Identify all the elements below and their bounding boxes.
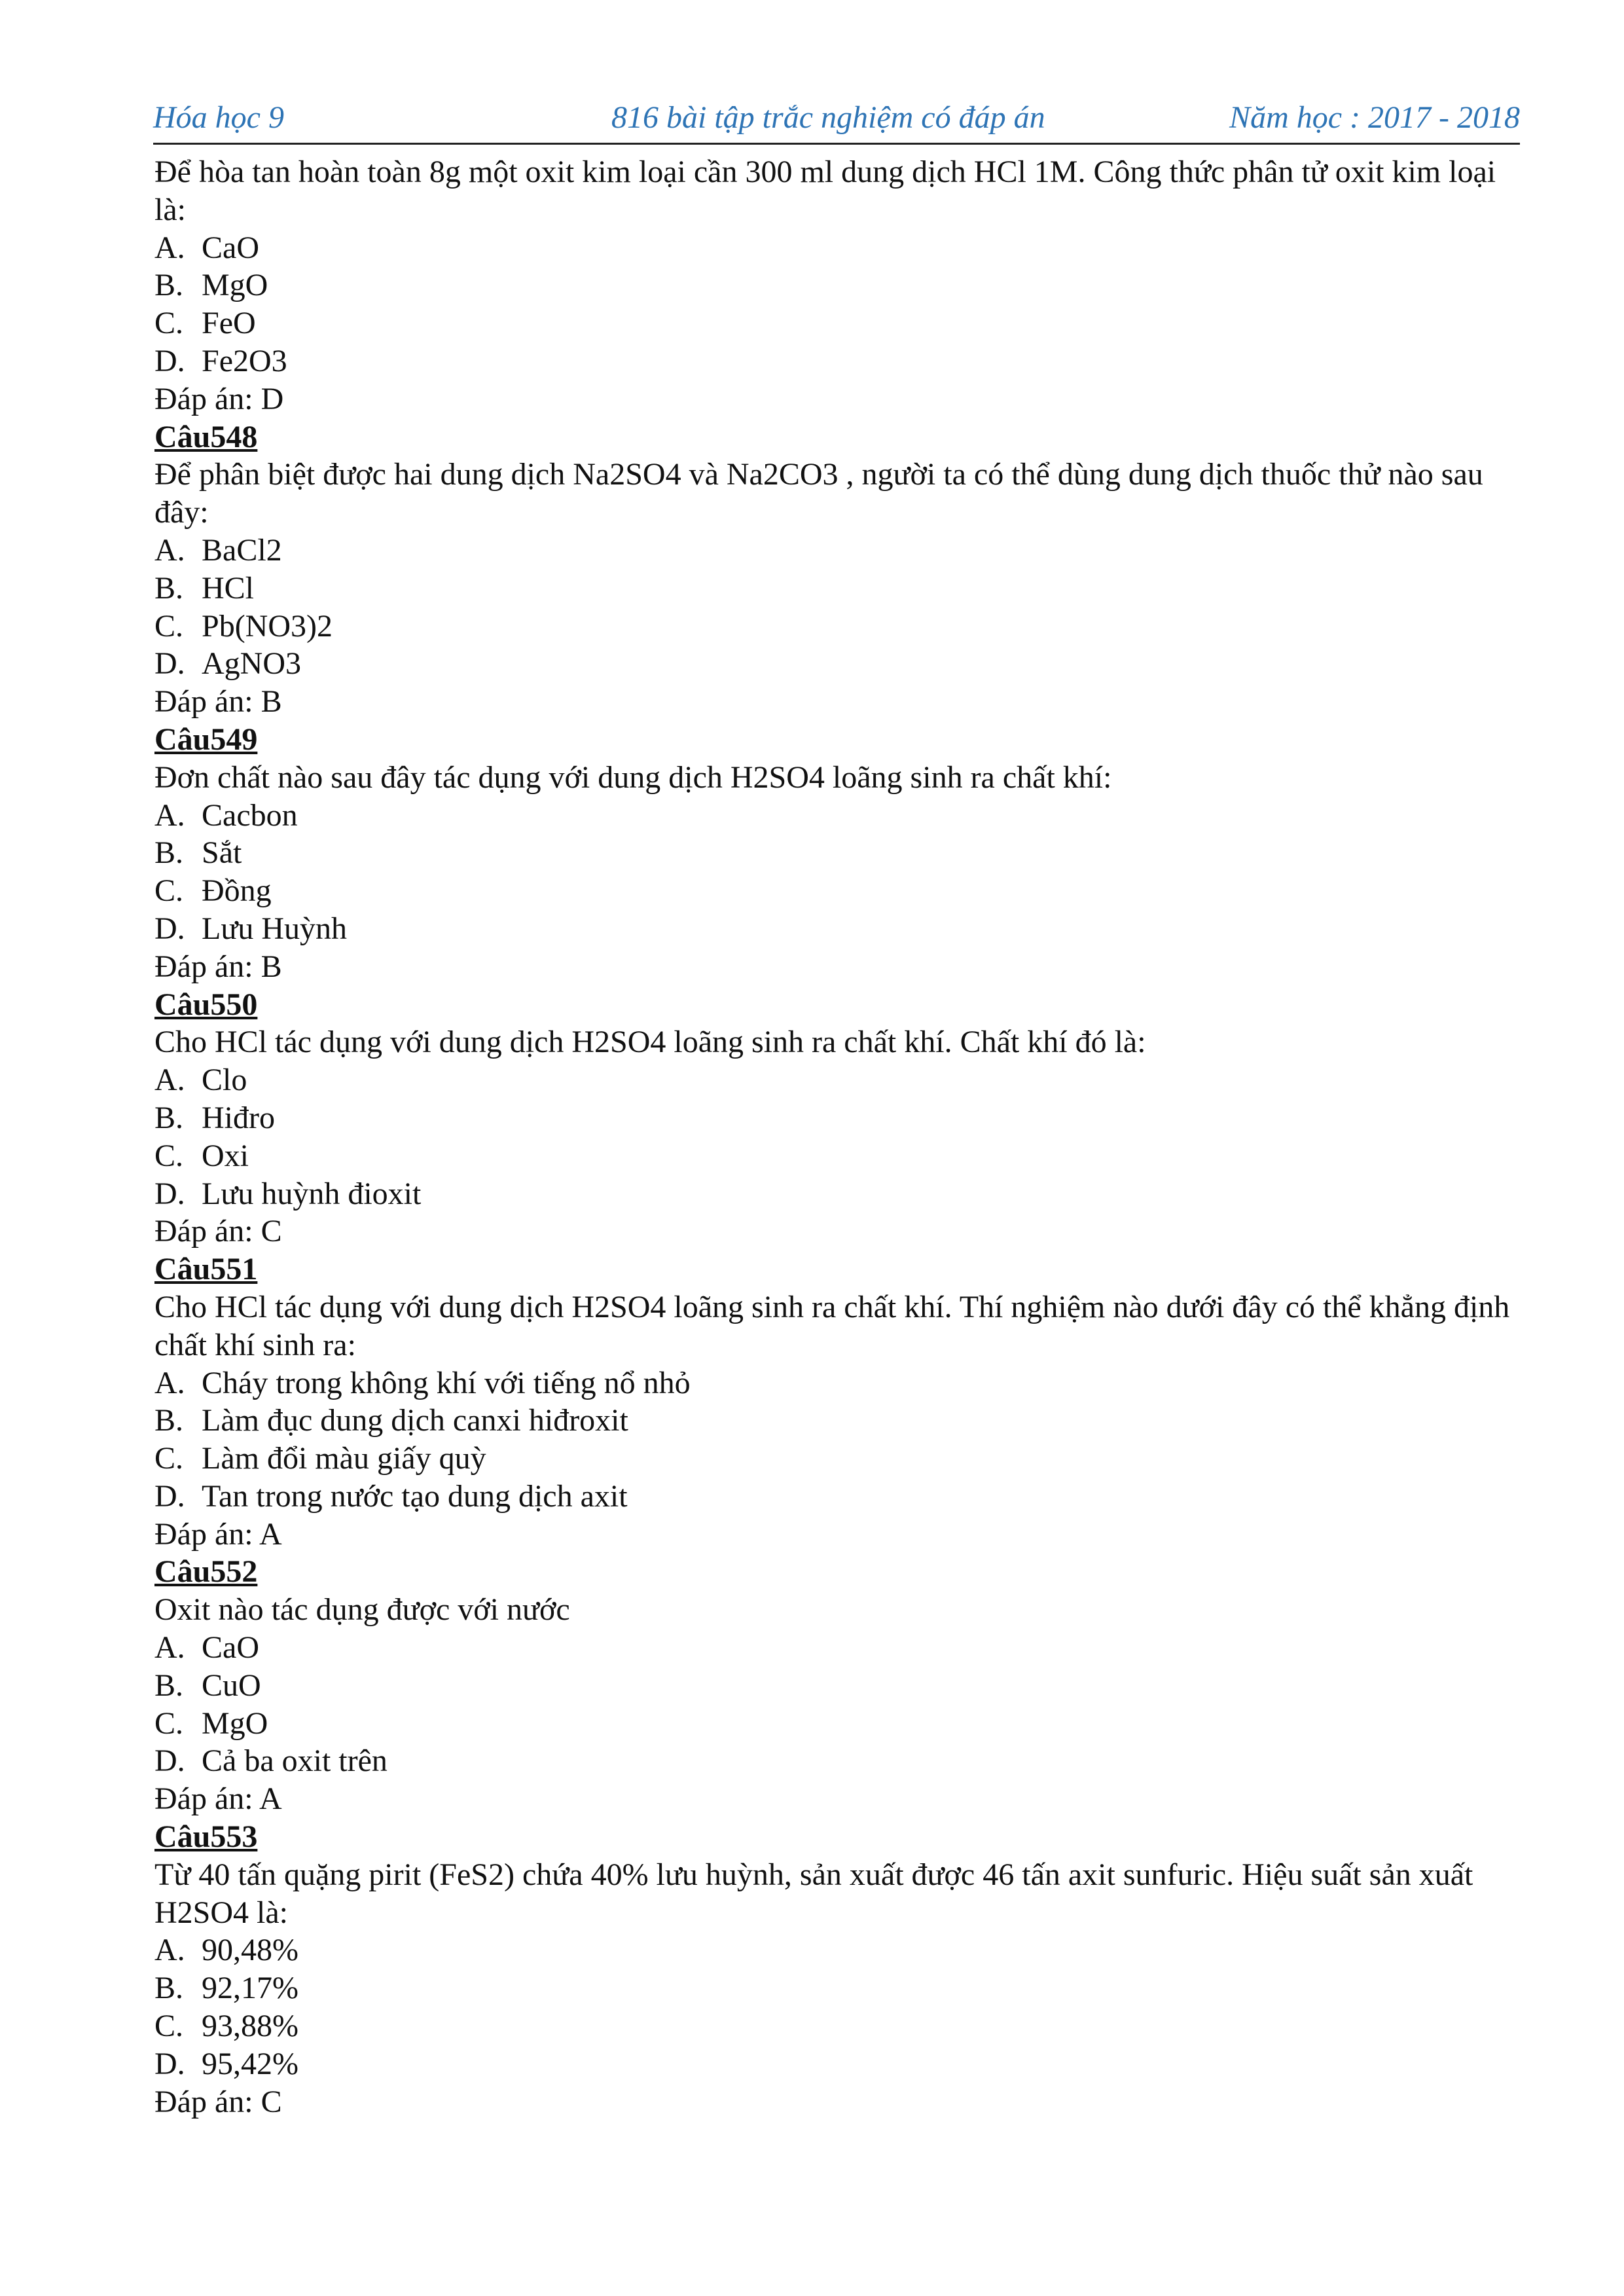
option-label: B. <box>154 1971 184 2006</box>
option-text: 93,88% <box>202 2009 298 2044</box>
option-label: C. <box>154 1138 184 1173</box>
option-label: D. <box>154 1176 185 1211</box>
question-551 <box>154 1250 1523 1553</box>
option-c <box>154 1705 1523 1743</box>
option-label: D. <box>154 2046 185 2081</box>
option-text: BaCl2 <box>202 532 282 568</box>
question-text: Đơn chất nào sau đây tác dụng với dung dịch H2SO4 loãng sinh ra chất khí: <box>154 759 1112 795</box>
option-d <box>154 645 1523 683</box>
option-a <box>154 797 1523 835</box>
page-header <box>153 96 1520 145</box>
option-label: A. <box>154 230 185 265</box>
question-549 <box>154 721 1523 986</box>
option-b <box>154 570 1523 608</box>
option-text: 90,48% <box>202 1933 298 1968</box>
option-text: Làm đục dung dịch canxi hiđroxit <box>202 1403 628 1438</box>
option-text: Lưu Huỳnh <box>202 911 347 946</box>
question-text: Để phân biệt được hai dung dịch Na2SO4 và Na2CO3 , người ta có thể dùng dung dịch thuốc thử nào sau đây: <box>154 457 1483 530</box>
header-subject: Hóa học 9 <box>153 100 284 135</box>
option-label: D. <box>154 646 185 682</box>
option-label: A. <box>154 1933 185 1968</box>
option-label: D. <box>154 911 185 946</box>
option-label: D. <box>154 1743 185 1779</box>
option-text: MgO <box>202 1705 268 1741</box>
option-text: Clo <box>202 1063 247 1098</box>
option-b <box>154 1099 1523 1137</box>
option-label: B. <box>154 835 184 871</box>
question-title: Câu553 <box>154 1819 258 1855</box>
option-a <box>154 532 1523 570</box>
option-label: A. <box>154 532 185 568</box>
option-d <box>154 910 1523 948</box>
option-text: Sắt <box>202 835 242 871</box>
option-label: C. <box>154 873 184 909</box>
option-label: C. <box>154 1705 184 1741</box>
question-text: Cho HCl tác dụng với dung dịch H2SO4 loãng sinh ra chất khí. Chất khí đó là: <box>154 1025 1146 1060</box>
option-label: A. <box>154 797 185 833</box>
option-text: HCl <box>202 570 255 606</box>
option-text: CuO <box>202 1667 261 1703</box>
option-label: D. <box>154 1478 185 1514</box>
option-text: Oxi <box>202 1138 249 1173</box>
option-text: Lưu huỳnh đioxit <box>202 1176 422 1211</box>
answer: Đáp án: B <box>154 949 282 984</box>
option-a <box>154 1364 1523 1402</box>
option-text: AgNO3 <box>202 646 301 682</box>
option-c <box>154 304 1523 342</box>
option-label: B. <box>154 1403 184 1438</box>
option-label: B. <box>154 1667 184 1703</box>
question-text: Để hòa tan hoàn toàn 8g một oxit kim loại cần 300 ml dung dịch HCl 1M. Công thức phân tử oxit kim loại là: <box>154 155 1496 227</box>
option-text: Cả ba oxit trên <box>202 1743 388 1779</box>
question-550 <box>154 986 1523 1251</box>
option-a <box>154 229 1523 267</box>
option-label: D. <box>154 343 185 378</box>
option-label: C. <box>154 1441 184 1476</box>
option-a <box>154 1061 1523 1099</box>
answer: Đáp án: B <box>154 684 282 720</box>
option-c <box>154 608 1523 646</box>
option-label: A. <box>154 1630 185 1666</box>
question-548 <box>154 418 1523 721</box>
answer: Đáp án: C <box>154 2084 282 2119</box>
answer: Đáp án: C <box>154 1214 282 1249</box>
option-label: C. <box>154 608 184 644</box>
question-title: Câu548 <box>154 419 258 454</box>
option-text: Tan trong nước tạo dung dịch axit <box>202 1478 628 1514</box>
option-text: MgO <box>202 268 268 303</box>
option-d <box>154 1478 1523 1516</box>
answer: Đáp án: D <box>154 381 284 416</box>
option-c <box>154 1137 1523 1175</box>
question-text: Oxit nào tác dụng được với nước <box>154 1592 570 1628</box>
option-text: Hiđro <box>202 1100 275 1135</box>
question-552 <box>154 1553 1523 1818</box>
option-b <box>154 266 1523 304</box>
option-b <box>154 1667 1523 1705</box>
header-school-year: Năm học : 2017 - 2018 <box>1229 100 1520 135</box>
option-c <box>154 872 1523 910</box>
option-text: Đồng <box>202 873 272 909</box>
option-text: Fe2O3 <box>202 343 287 378</box>
option-text: FeO <box>202 306 256 341</box>
question-title: Câu551 <box>154 1252 258 1287</box>
option-text: Làm đổi màu giấy quỳ <box>202 1441 486 1476</box>
option-text: Cacbon <box>202 797 298 833</box>
question-title: Câu550 <box>154 987 258 1022</box>
option-text: Pb(NO3)2 <box>202 608 333 644</box>
answer: Đáp án: A <box>154 1516 282 1552</box>
option-b <box>154 1969 1523 2007</box>
question-intro <box>154 153 1523 418</box>
question-text: Cho HCl tác dụng với dung dịch H2SO4 loãng sinh ra chất khí. Thí nghiệm nào dưới đây có thể khẳng định chất khí sinh ra: <box>154 1289 1510 1362</box>
option-label: B. <box>154 268 184 303</box>
option-text: 92,17% <box>202 1971 298 2006</box>
question-553 <box>154 1818 1523 2121</box>
option-text: Cháy trong không khí với tiếng nổ nhỏ <box>202 1365 691 1400</box>
option-c <box>154 2007 1523 2045</box>
option-label: B. <box>154 570 184 606</box>
option-text: CaO <box>202 1630 259 1666</box>
document-body <box>154 153 1523 2121</box>
question-title: Câu552 <box>154 1554 258 1590</box>
option-b <box>154 1402 1523 1440</box>
option-b <box>154 834 1523 872</box>
option-label: C. <box>154 2009 184 2044</box>
question-title: Câu549 <box>154 721 258 757</box>
question-text: Từ 40 tấn quặng pirit (FeS2) chứa 40% lưu huỳnh, sản xuất được 46 tấn axit sunfuric. Hiệu suất sản xuất H2SO4 là: <box>154 1857 1473 1930</box>
option-a <box>154 1931 1523 1969</box>
option-a <box>154 1629 1523 1667</box>
option-d <box>154 1742 1523 1780</box>
option-text: CaO <box>202 230 259 265</box>
option-label: B. <box>154 1100 184 1135</box>
option-label: A. <box>154 1365 185 1400</box>
header-title: 816 bài tập trắc nghiệm có đáp án <box>611 100 1045 135</box>
option-d <box>154 1175 1523 1213</box>
answer: Đáp án: A <box>154 1781 282 1817</box>
option-label: A. <box>154 1063 185 1098</box>
option-d <box>154 342 1523 380</box>
option-c <box>154 1440 1523 1478</box>
option-d <box>154 2045 1523 2083</box>
option-text: 95,42% <box>202 2046 298 2081</box>
option-label: C. <box>154 306 184 341</box>
